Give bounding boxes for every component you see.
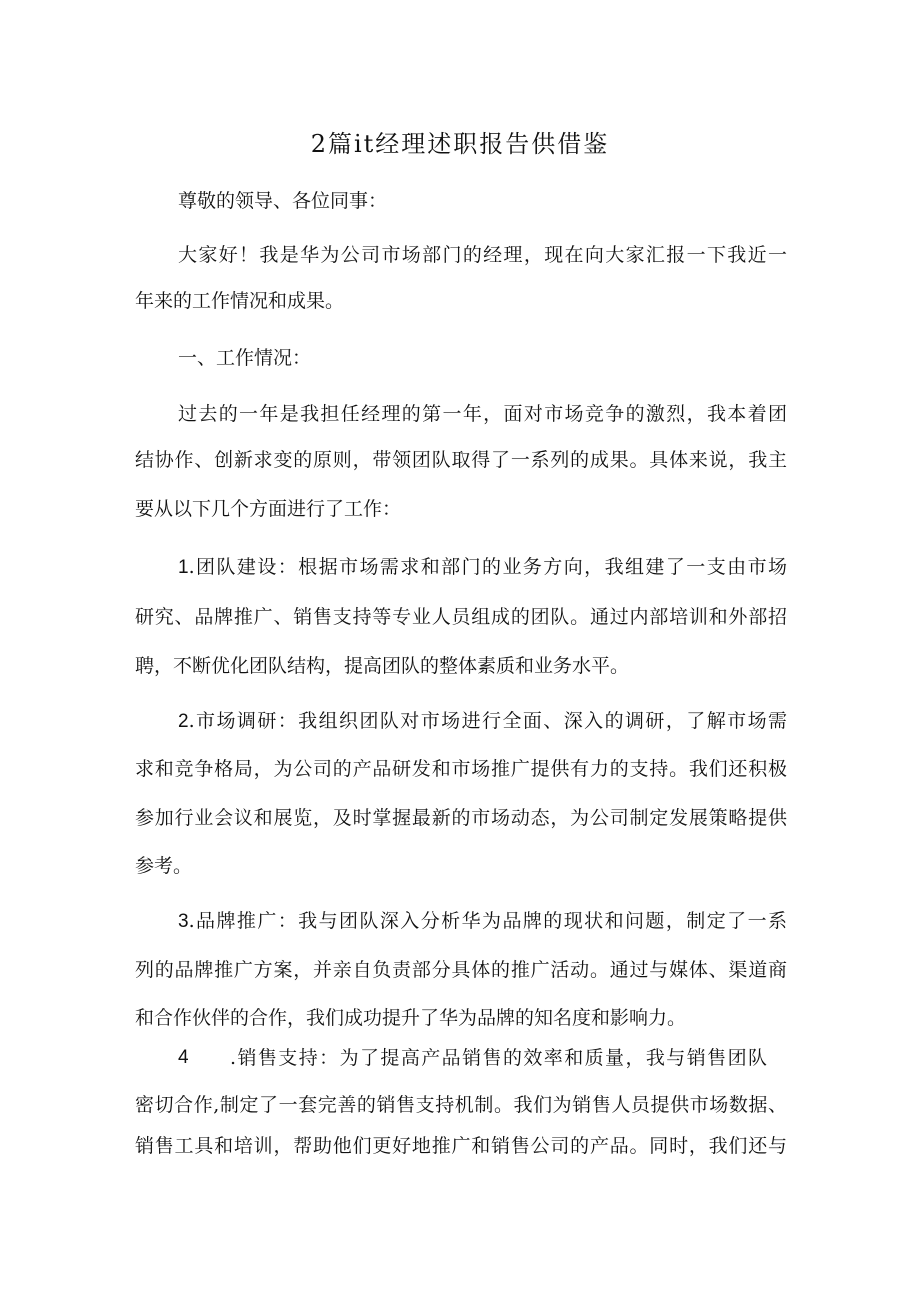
overview-line-2: 结协作、创新求变的原则，带领团队取得了一系列的成果。具体来说，我主 xyxy=(135,449,787,471)
overview-line-1: 过去的一年是我担任经理的第一年，面对市场竞争的激烈，我本着团 xyxy=(178,403,787,425)
item-2-number: 2 xyxy=(178,711,189,732)
item-2-text-1: .市场调研：我组织团队对市场进行全面、深入的调研，了解市场需 xyxy=(188,710,787,732)
item-1-line-1 xyxy=(178,555,787,580)
item-4-line-3: 销售工具和培训，帮助他们更好地推广和销售公司的产品。同时，我们还与 xyxy=(135,1135,787,1157)
item-4-line-2: 密切合作,制定了一套完善的销售支持机制。我们为销售人员提供市场数据、 xyxy=(135,1094,787,1116)
item-3-line-1 xyxy=(178,909,787,934)
item-2-line-2: 求和竞争格局，为公司的产品研发和市场推广提供有力的支持。我们还积极 xyxy=(135,758,787,780)
item-3-line-2: 列的品牌推广方案，并亲自负责部分具体的推广活动。通过与媒体、渠道商 xyxy=(135,959,787,981)
item-1-line-2: 研究、品牌推广、销售支持等专业人员组成的团队。通过内部培训和外部招 xyxy=(135,606,787,628)
intro-line-1: 大家好！我是华为公司市场部门的经理，现在向大家汇报一下我近一 xyxy=(178,244,787,266)
document-title: 2篇it经理述职报告供借鉴 xyxy=(310,130,610,158)
item-4-number: 4 xyxy=(178,1047,189,1068)
item-2-line-1 xyxy=(178,709,787,734)
item-2-line-4: 参考。 xyxy=(135,855,193,877)
item-3-text-1: .品牌推广：我与团队深入分析华为品牌的现状和问题，制定了一系 xyxy=(188,910,787,932)
greeting: 尊敬的领导、各位同事： xyxy=(178,190,388,212)
section-heading: 一、工作情况： xyxy=(178,347,312,369)
intro-line-2: 年来的工作情况和成果。 xyxy=(135,290,345,312)
overview-line-3: 要从以下几个方面进行了工作： xyxy=(135,498,402,520)
item-1-text-1: .团队建设：根据市场需求和部门的业务方向，我组建了一支由市场 xyxy=(188,556,787,578)
item-3-number: 3 xyxy=(178,911,189,932)
item-4-line-1: .销售支持：为了提高产品销售的效率和质量，我与销售团队 xyxy=(230,1047,767,1069)
item-1-line-3: 聘，不断优化团队结构，提高团队的整体素质和业务水平。 xyxy=(135,655,630,677)
item-2-line-3: 参加行业会议和展览，及时掌握最新的市场动态，为公司制定发展策略提供 xyxy=(135,807,787,829)
item-1-number: 1 xyxy=(178,557,189,578)
item-3-line-3: 和合作伙伴的合作，我们成功提升了华为品牌的知名度和影响力。 xyxy=(135,1007,687,1029)
